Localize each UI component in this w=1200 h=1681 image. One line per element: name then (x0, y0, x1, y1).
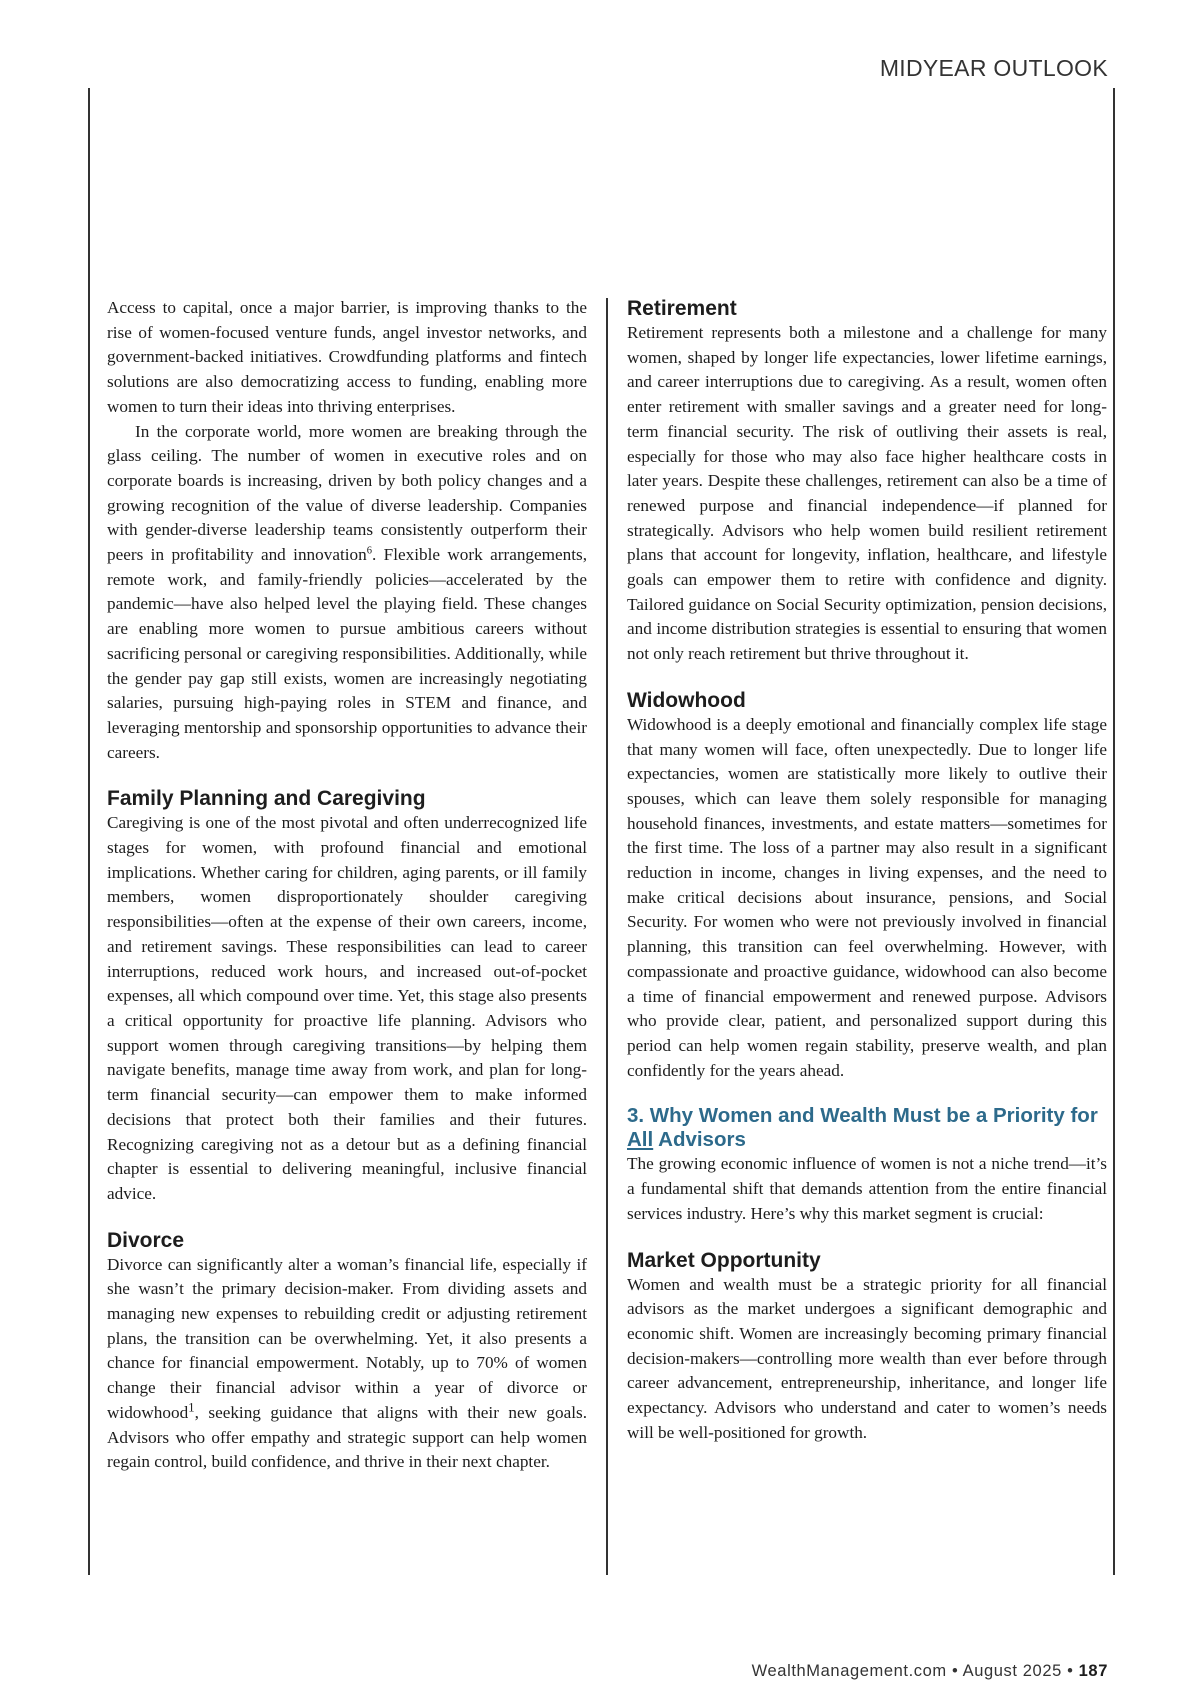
footer-date: August 2025 (962, 1662, 1062, 1680)
section-3-heading-underlined: All (627, 1128, 654, 1152)
intro-paragraph-2-text-a: In the corporate world, more women are breaking through the glass ceiling. The number of women in executive roles and on corporate boards is increasing, driven by both policy changes and a growing recognition of the value of diverse leadership. Companies with gender-diverse leadership teams consistently outperform their peers in profitability and innovation (107, 421, 587, 565)
section-3-body: The growing economic influence of women is not a niche trend—it’s a fundamental shift that demands attention from the entire financial services industry. Here’s why this market segment is crucial: (627, 1154, 1107, 1223)
middle-column-rule (606, 298, 608, 1575)
right-column-rule (1113, 88, 1115, 1575)
footer-separator: • (1067, 1662, 1074, 1680)
divorce-body (107, 1253, 587, 1475)
intro-paragraph-2 (107, 420, 587, 766)
section-3-heading-text-b: Advisors (653, 1128, 746, 1152)
running-head: MIDYEAR OUTLOOK (879, 55, 1108, 81)
divorce-body-text-b: , seeking guidance that aligns with their new goals. Advisors who offer empathy and strategic support can help women regain control, build confidence, and thrive in their next chapter. (107, 1402, 587, 1472)
divorce-heading: Divorce (107, 1228, 185, 1252)
footnote-ref-6: 6 (366, 545, 372, 557)
divorce-body-text-a: Divorce can significantly alter a woman’s financial life, especially if she wasn’t the primary decision-maker. From dividing assets and managing new expenses to rebuilding credit or adjusting retirement plans, the transition can be overwhelming. Yet, it also presents a chance for financial empowerment. Notably, up to 70% of women change their financial advisor within a year of divorce or widowhood (107, 1254, 587, 1422)
market-opportunity-heading: Market Opportunity (627, 1248, 821, 1272)
page-number: 187 (1078, 1662, 1108, 1680)
intro-paragraph-2-text-b: . Flexible work arrangements, remote work, and family-friendly policies—accelerated by the pandemic—have also helped level the playing field. These changes are enabling more women to pursue ambitious careers without sacrificing personal or caregiving responsibilities. Additionally, while the gender pay gap still exists, women are increasingly negotiating salaries, pursuing high-paying roles in STEM and finance, and leveraging mentorship and sponsorship opportunities to advance their careers. (107, 545, 587, 762)
retirement-heading: Retirement (627, 297, 737, 320)
footer-site: WealthManagement.com (751, 1662, 947, 1680)
right-column (627, 296, 1107, 1445)
market-opportunity-body: Women and wealth must be a strategic priority for all financial advisors as the market undergoes a significant demographic and economic shift. Women are increasingly becoming primary financial decision-makers—controlling more wealth than ever before through career advancement, entrepreneurship, inheritance, and longer life expectancy. Advisors who understand and cater to women’s needs will be well-positioned for growth. (627, 1274, 1107, 1442)
family-planning-heading: Family Planning and Caregiving (107, 787, 426, 811)
retirement-body: Retirement represents both a milestone and a challenge for many women, shaped by longer life expectancies, lower lifetime earnings, and career interruptions due to caregiving. As a result, women often enter retirement with smaller savings and a greater need for long-term financial security. The risk of outliving their assets is real, especially for those who may also face higher healthcare costs in later years. Despite these challenges, retirement can also be a time of renewed purpose and financial independence—if planned for strategically. Advisors who help women build resilient retirement plans that account for longevity, inflation, healthcare, and lifestyle goals can empower them to retire with confidence and dignity. Tailored guidance on Social Security optimization, pension decisions, and income distribution strategies is essential to ensuring that women not only reach retirement but thrive throughout it. (627, 323, 1107, 664)
section-3-heading-text-a: 3. Why Women and Wealth Must be a Priority for (627, 1104, 1098, 1128)
page-footer (752, 1662, 1108, 1681)
widowhood-heading: Widowhood (627, 688, 746, 712)
intro-paragraph-1: Access to capital, once a major barrier, is improving thanks to the rise of women-focused venture funds, angel investor networks, and government-backed initiatives. Crowdfunding platforms and fintech solutions are also democratizing access to funding, enabling more women to turn their ideas into thriving enterprises. (107, 298, 587, 416)
left-column-rule (88, 88, 90, 1575)
left-column (107, 296, 587, 1475)
family-planning-body: Caregiving is one of the most pivotal and often underrecognized life stages for women, with profound financial and emotional implications. Whether caring for children, aging parents, or ill family members, women disproportionately shoulder caregiving responsibilities—often at the expense of their own careers, income, and retirement savings. These responsibilities can lead to career interruptions, reduced work hours, and increased out-of-pocket expenses, all which compound over time. Yet, this stage also presents a critical opportunity for proactive life planning. Advisors who support women through caregiving transitions—by helping them navigate benefits, manage time away from work, and plan for long-term financial security—can empower them to make informed decisions that protect both their families and their futures. Recognizing caregiving not as a detour but as a defining financial chapter is essential to delivering meaningful, inclusive financial advice. (107, 813, 587, 1203)
footnote-ref-1: 1 (188, 1399, 195, 1415)
widowhood-body: Widowhood is a deeply emotional and financially complex life stage that many women will face, often unexpectedly. Due to longer life expectancies, women are statistically more likely to outlive their spouses, which can leave them solely responsible for managing household finances, investments, and estate matters—sometimes for the first time. The loss of a partner may also result in a significant reduction in income, changes in living expenses, and the need to make critical decisions about insurance, pensions, and Social Security. For women who were not previously involved in financial planning, this transition can feel overwhelming. However, with compassionate and proactive guidance, widowhood can also become a time of financial empowerment and renewed purpose. Advisors who provide clear, patient, and personalized support during this period can help women regain stability, preserve wealth, and plan confidently for the years ahead. (627, 714, 1107, 1080)
footer-separator: • (951, 1662, 959, 1680)
section-3-heading (627, 1104, 1107, 1152)
